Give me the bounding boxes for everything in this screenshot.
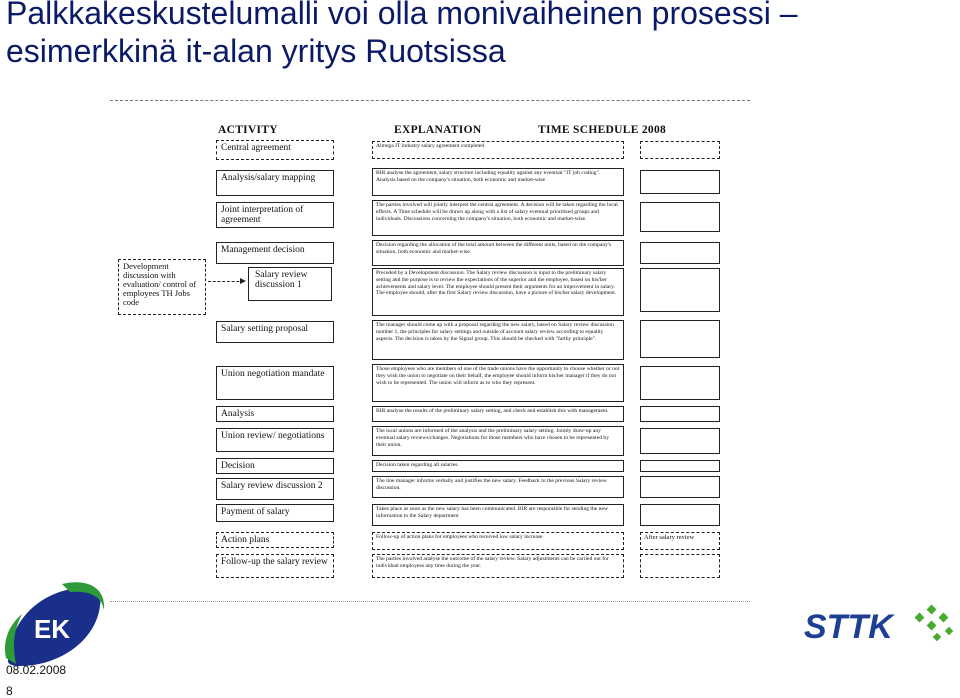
time-salary-setting-proposal xyxy=(640,320,720,358)
activity-decision: Decision xyxy=(216,458,334,474)
activity-payment-of-salary: Payment of salary xyxy=(216,504,334,522)
activity-union-review: Union review/ negotiations xyxy=(216,428,334,452)
time-management-decision xyxy=(640,242,720,264)
scan-top-line xyxy=(110,100,750,101)
explanation-management-decision: Decision regarding the allocation of the total amount between the different units, based on the company's situation, both economic and market-wise. xyxy=(372,240,624,266)
explanation-analysis-salary-mapping: BIR analyse the agreement, salary structure including equality against any eventual "IT job coding". Analysis based on the company's situation, both economic and market-wise xyxy=(372,168,624,196)
time-salary-review-1 xyxy=(640,268,720,312)
activity-joint-interpretation: Joint interpretation of agreement xyxy=(216,202,334,228)
header-time-schedule: TIME SCHEDULE 2008 xyxy=(538,124,667,136)
footer-date: 08.02.2008 xyxy=(6,663,67,677)
ek-logo xyxy=(0,580,110,670)
development-discussion-box: Development discussion with evaluation/ control of employees TH Jobs code xyxy=(118,259,206,315)
slide-title-line-2: esimerkkinä it-alan yritys Ruotsissa xyxy=(6,33,506,69)
time-salary-review-2 xyxy=(640,476,720,498)
time-joint-interpretation xyxy=(640,202,720,232)
activity-union-negotiation-mandate: Union negotiation mandate xyxy=(216,366,334,400)
activity-analysis: Analysis xyxy=(216,406,334,422)
time-central-agreement xyxy=(640,141,720,159)
time-analysis-salary-mapping xyxy=(640,170,720,194)
time-decision xyxy=(640,460,720,472)
arrow-to-salary-review xyxy=(208,281,244,282)
header-explanation: EXPLANATION xyxy=(394,124,482,136)
activity-salary-setting-proposal: Salary setting proposal xyxy=(216,321,334,343)
time-union-negotiation-mandate xyxy=(640,366,720,400)
footer-page-number: 8 xyxy=(6,684,13,698)
explanation-salary-review-1: Preceded by a Development discussion. The Salary review discussion is input to the preliminary salary setting and the purpose is to review the expectations of the superior and the employee, based on his/her achievements and salary level. The employee should present their arguments for an improvement in salary. The employee should, after the first Salary review discussion, have a picture of his/her salary development. xyxy=(372,268,624,316)
explanation-central-agreement: Almega IT industry salary agreement completed xyxy=(372,141,624,159)
slide-title xyxy=(6,0,956,70)
scanned-process-chart xyxy=(110,96,750,596)
time-payment-of-salary xyxy=(640,504,720,526)
activity-salary-review-2: Salary review discussion 2 xyxy=(216,478,334,500)
sttk-logo xyxy=(800,600,960,650)
explanation-union-negotiation-mandate: Those employees who are members of one of the trade unions have the opportunity to choose whether or not they wish the union to negotiate on their behalf, the employee should inform his/her manager if they do not wish to be represented. The union will inform as to who they represent. xyxy=(372,364,624,402)
explanation-salary-review-2: The line manager informs verbally and justifies the new salary. Feedback to the previous Salary review discussion. xyxy=(372,476,624,498)
explanation-action-plans: Follow-up of action plans for employees who received low salary increase xyxy=(372,532,624,550)
activity-action-plans: Action plans xyxy=(216,532,334,548)
slide-title-line-1: Palkkakeskustelumalli voi olla monivaiheinen prosessi – xyxy=(6,0,798,31)
activity-management-decision: Management decision xyxy=(216,242,334,264)
time-action-plans: After salary review xyxy=(640,532,720,550)
explanation-analysis: BIR analyse the results of the preliminary salary setting, and check and establish this with management. xyxy=(372,406,624,422)
header-activity: ACTIVITY xyxy=(218,124,278,136)
activity-central-agreement: Central agreement xyxy=(216,140,334,160)
explanation-salary-setting-proposal: The manager should come up with a proposal regarding the new salary, based on Salary review discussion number 1, the principles for salary settings and outside of account salary review according to equality aspects. The decision is taken by the Signal group. This should be checked with "farthy principle". xyxy=(372,320,624,360)
time-union-review xyxy=(640,428,720,454)
explanation-payment-of-salary: Takes place as soon as the new salary has been communicated. BIR are responsible for sending the new information to the Salary department xyxy=(372,504,624,526)
salary-review-discussion-1: Salary review discussion 1 xyxy=(248,267,332,301)
sttk-logo-text: STTK xyxy=(804,608,893,646)
explanation-union-review: The local unions are informed of the analysis and the preliminary salary setting. Jointly draw-up any eventual salary reviews/changes. Negotiations for those members who have chosen to be represented by their union. xyxy=(372,426,624,456)
activity-follow-up-salary-review: Follow-up the salary review xyxy=(216,554,334,578)
explanation-joint-interpretation: The parties involved will jointly interpret the central agreement. A decision will be taken regarding the local effects. A Time schedule will be drawn up along with a list of salary eventual prioritised groups and individuals. Discussions concerning the company's situation, both economic and market-wise. xyxy=(372,200,624,236)
ek-logo-text: EK xyxy=(33,614,71,644)
time-analysis xyxy=(640,406,720,422)
activity-analysis-salary-mapping: Analysis/salary mapping xyxy=(216,170,334,196)
time-follow-up-salary-review xyxy=(640,554,720,578)
scan-bottom-dots xyxy=(110,601,750,602)
explanation-decision: Decision taken regarding all salaries. xyxy=(372,460,624,472)
explanation-follow-up-salary-review: The parties involved analyse the outcome of the salary review. Salary adjustments can be carried out for individual employees any time during the year. xyxy=(372,554,624,578)
